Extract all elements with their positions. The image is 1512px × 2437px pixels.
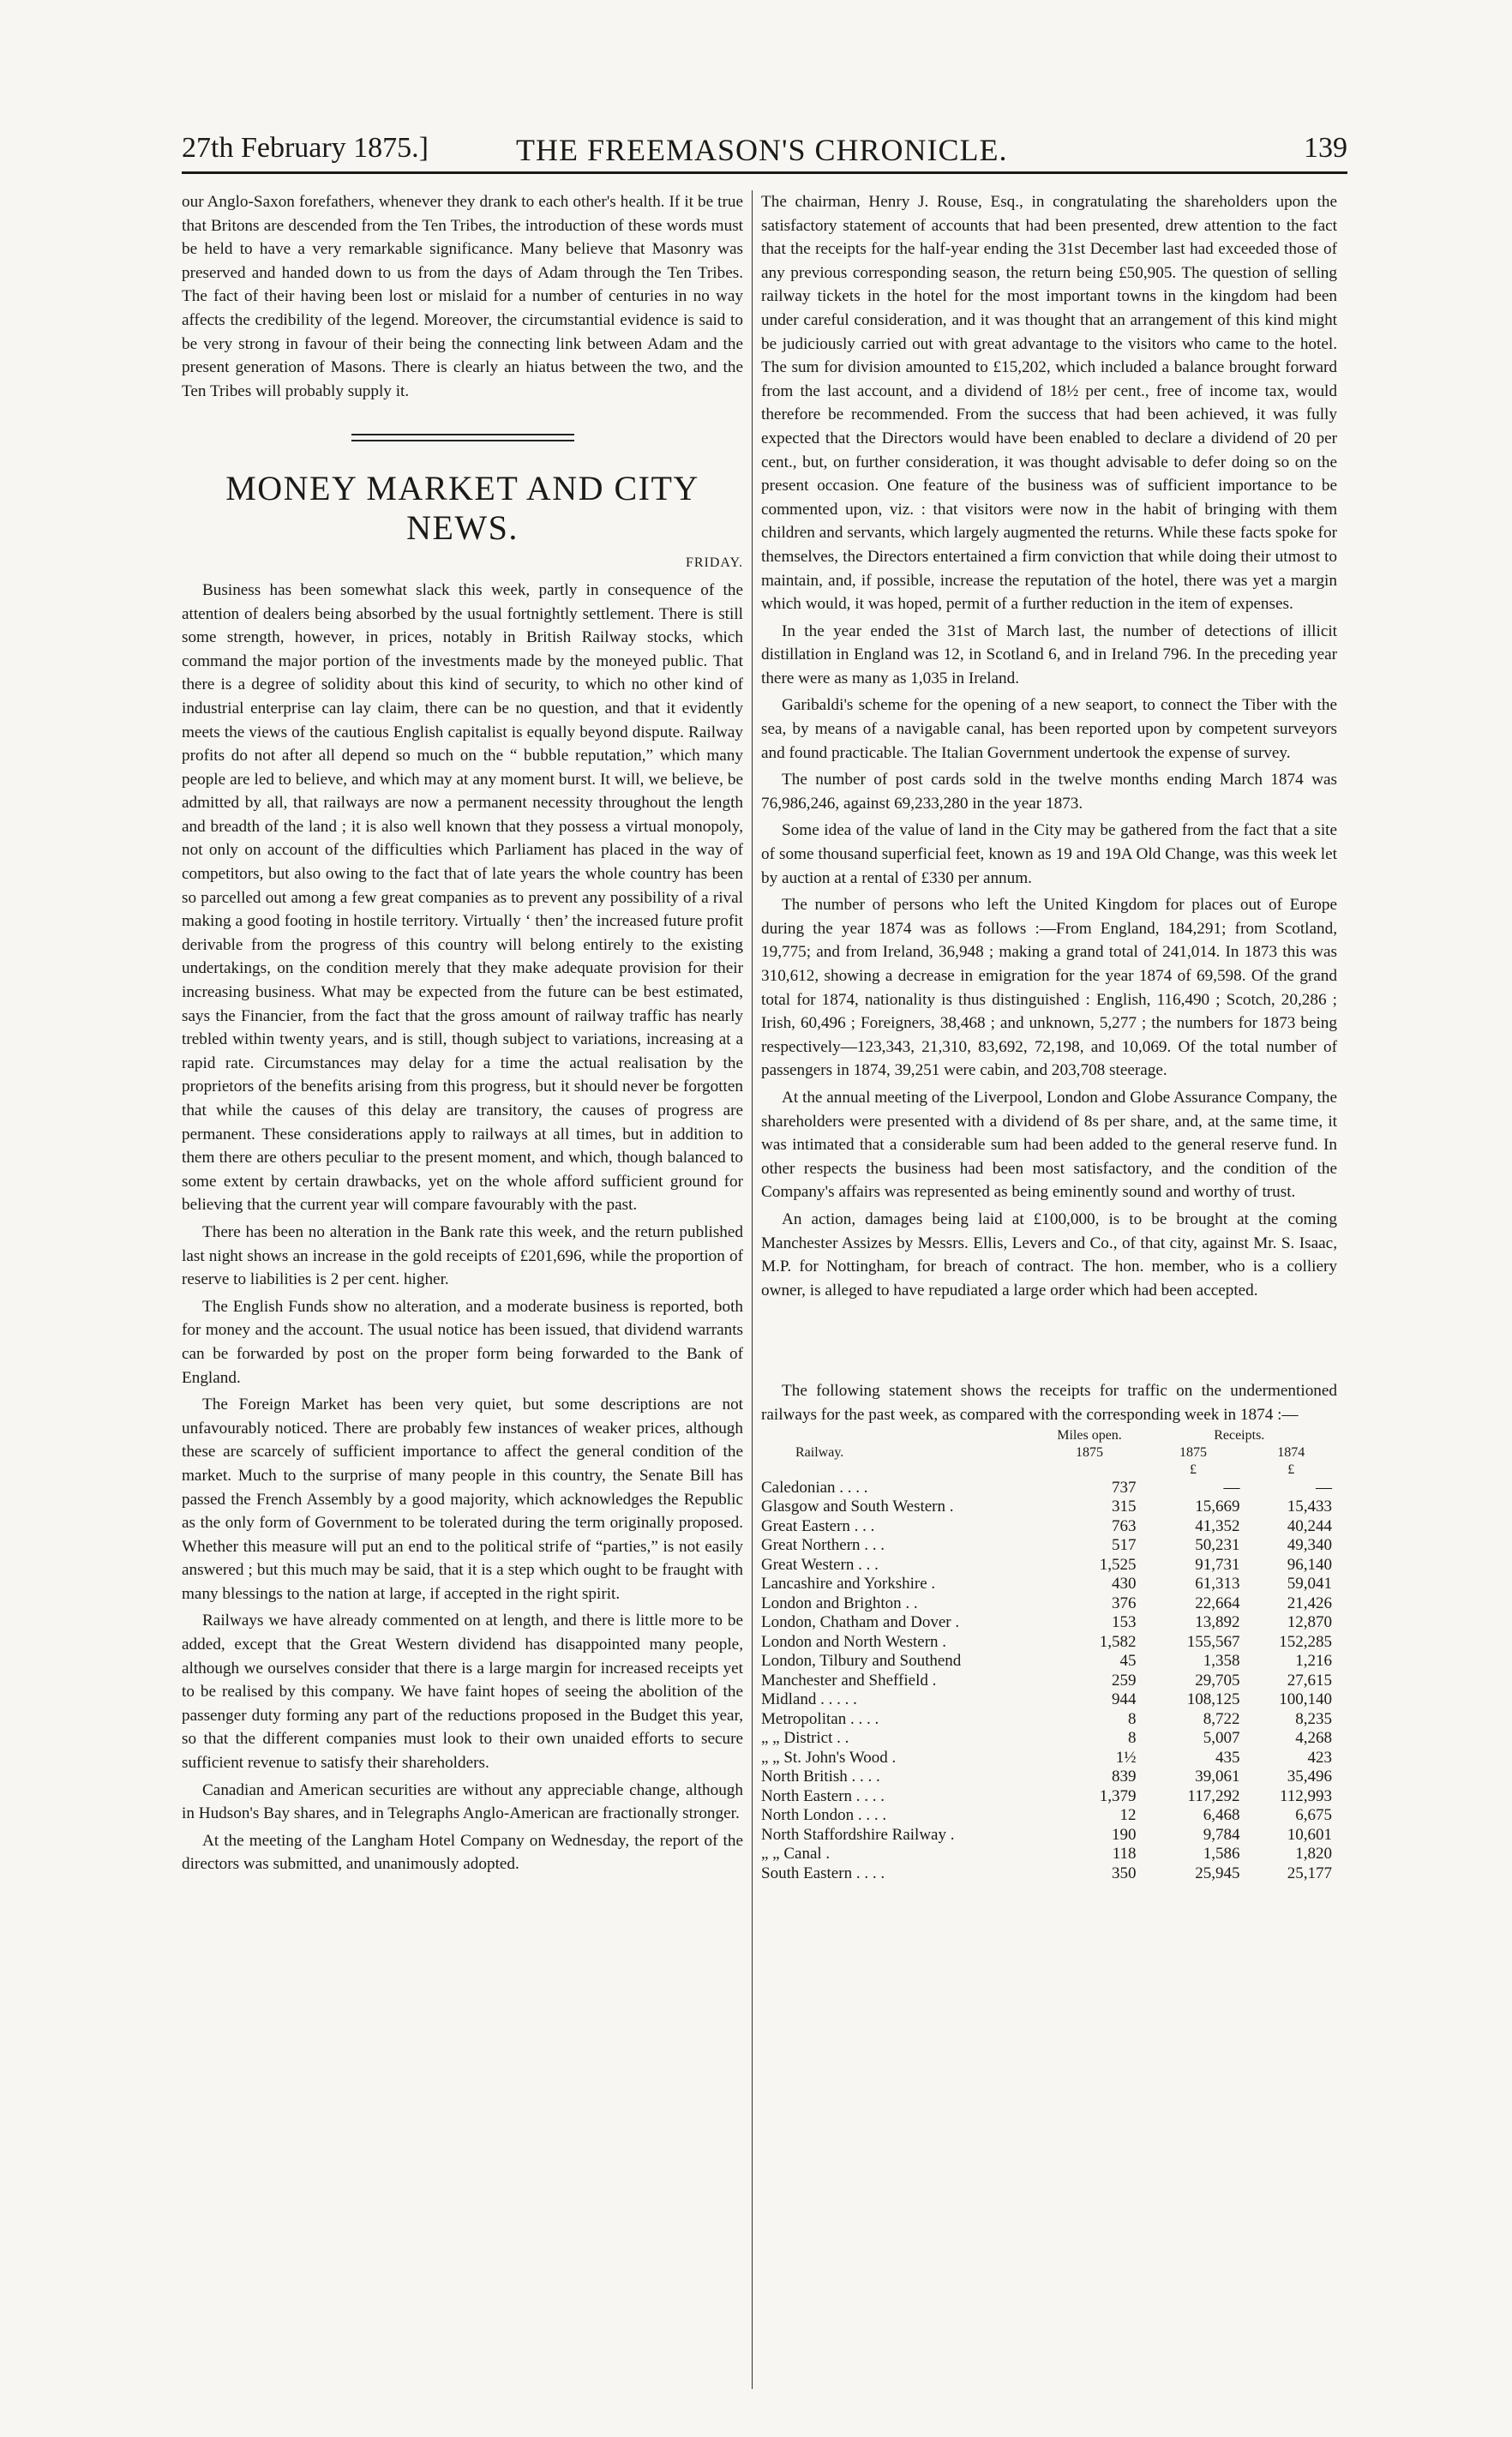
miles-open: 376 [1112,1594,1137,1612]
article-paragraph: Railways we have already commented on at length, and there is little more to be added, except that the Great Western dividend has disappointed many people, although we ourselves consider that there is a large margin for increased receipts yet to be realised by this company. We have faint hopes of seeing the abolition of the passenger duty forming any part of the reductions proposed in the Budget this year, so that the different companies must look to their own unaided efforts to secure sufficient revenue to satisfy their shareholders. [182,1612,743,1773]
railway-name: Great Western . . . [761,1555,879,1574]
railway-name: Great Northern . . . [761,1536,885,1554]
miles-open: 153 [1112,1613,1137,1631]
table-body [761,1479,1337,1884]
receipts-1874: 49,340 [1287,1536,1332,1554]
col-receipts-1874: 1874 [1277,1444,1305,1460]
receipts-1874: 423 [1307,1748,1332,1767]
miles-open: 1,525 [1099,1555,1137,1574]
miles-open: 737 [1112,1478,1137,1497]
receipts-1875: 155,567 [1186,1632,1240,1651]
header-page-number: 139 [1304,132,1347,164]
railway-name: North Staffordshire Railway . [761,1825,955,1844]
miles-open: 8 [1128,1709,1137,1728]
table-row [761,1613,1337,1633]
col-railway: Railway. [795,1444,844,1460]
railway-name: Great Eastern . . . [761,1516,875,1535]
table-row [761,1729,1337,1749]
railway-name: Manchester and Sheffield . [761,1671,937,1690]
dateline: FRIDAY. [685,555,743,571]
col-receipts-1875: 1875 [1179,1444,1207,1460]
railway-name: South Eastern . . . . [761,1864,885,1882]
miles-open: 1½ [1115,1748,1137,1767]
railway-name: Caledonian . . . . [761,1478,868,1497]
table-row [761,1749,1337,1768]
receipts-1874: 112,993 [1279,1786,1332,1805]
table-row [761,1787,1337,1807]
article-paragraph: The Foreign Market has been very quiet, but some descriptions are not unfavourably noticed. There are probably few instances of weaker prices, although these are scarcely of sufficient importance to affect the general condition of the market. Much to the surprise of many people in this country, the Senate Bill has passed the French Assembly by a good majority, which acknowledges the Republic as the only form of Government to be tolerated during the term originally proposed. Whether this measure will put an end to the political strife of “parties,” is not easily answered ; but this much may be said, that it is a step which ought to be fraught with many blessings to the nation at large, if accepted in the right spirit. [182,1396,743,1603]
table-row [761,1845,1337,1864]
table-row [761,1479,1337,1498]
miles-open: 839 [1112,1768,1137,1786]
receipts-1874: 4,268 [1295,1729,1332,1747]
miles-open: 763 [1112,1516,1137,1535]
receipts-1875: 15,669 [1195,1498,1240,1516]
railway-name: Midland . . . . . [761,1690,857,1708]
miles-open: 190 [1112,1825,1137,1844]
railway-receipts-table [761,1427,1337,1884]
receipts-1875: 25,945 [1195,1864,1240,1882]
currency-symbol: £ [1189,1462,1197,1477]
table-row [761,1575,1337,1594]
header-title: THE FREEMASON'S CHRONICLE. [516,133,1008,167]
receipts-1875: 22,664 [1195,1594,1240,1612]
receipts-1875: 50,231 [1195,1536,1240,1554]
receipts-1874: 152,285 [1279,1632,1332,1651]
table-row [761,1690,1337,1710]
receipts-1874: 15,433 [1287,1498,1332,1516]
receipts-1875: 29,705 [1195,1671,1240,1690]
right-column [761,190,1337,1883]
receipts-1875: 117,292 [1187,1786,1240,1805]
railway-name: „ „ District . . [761,1729,849,1747]
intro-paragraph: our Anglo-Saxon forefathers, whenever they drank to each other's health. If it be true that Britons are descended from the Ten Tribes, the introduction of these words must be held to have a very remarkable significance. Many believe that Masonry was preserved and handed down to us from the days of Adam through the Ten Tribes. The fact of their having been lost or mislaid for a number of centuries in no way affects the credibility of the legend. Moreover, the circumstantial evidence is said to be very strong in favour of their being the connecting link between Adam and the present generation of Masons. There is clearly an hiatus between the two, and the Ten Tribes will probably supply it. [182,193,743,400]
miles-open: 430 [1112,1575,1137,1593]
article-paragraph: Business has been somewhat slack this week, partly in consequence of the attention of dealers being absorbed by the usual fortnightly settlement. There is still some strength, however, in prices, notably in British Railway stocks, which command the major portion of the investments made by the moneyed public. That there is a degree of solidity about this kind of security, to which no other kind of industrial enterprise can lay claim, there can be no question, and that it evidently meets the views of the cautious English capitalist is equally beyond dispute. Railway profits do not after all depend so much on the “ bubble reputation,” which many people are led to believe, and which may at any moment burst. It will, we believe, be admitted by all, that railways are now a permanent necessity throughout the length and breadth of the land ; it is also well known that they possess a virtual monopoly, not only on account of the difficulties which Parliament has placed in the way of competitors, but also owing to the fact that of late years the whole country has been so parcelled out among a few great companies as to prevent any possibility of a rival making a good footing in hostile territory. Virtually ‘ then’ the increased future profit derivable from the progress of this country will belong entirely to the existing undertakings, on the condition merely that they make adequate provision for their increasing business. What may be expected from the future can be best estimated, says the Financier, from the fact that the gross amount of railway traffic has nearly trebled within twenty years, and is still, though subject to variations, increasing at a rapid rate. Circumstances may delay for a time the actual realisation by the proprietors of the benefits arising from this progress, but it should never be forgotten that while the causes of this delay are transitory, the causes of progress are permanent. These considerations apply to railways at all times, but in addition to them there are others peculiar to the present moment, and which, though balanced to some extent by certain drawbacks, yet on the whole afford sufficient ground for believing that the current year will compare favourably with the past. [182,580,743,1215]
article-paragraph: At the meeting of the Langham Hotel Company on Wednesday, the report of the directors was submitted, and unanimously adopted. [182,1831,743,1874]
spacer [761,1302,1337,1379]
col-miles: Miles open. [1057,1427,1122,1443]
col-receipts: Receipts. [1214,1427,1265,1443]
receipts-1875: 8,722 [1203,1709,1240,1728]
article-paragraph: At the annual meeting of the Liverpool, London and Globe Assurance Company, the shareholders were presented with a dividend of 8s per share, and, at the same time, it was intimated that a considerable sum had been added to the general reserve fund. In other respects the business had been most satisfactory, and the condition of the Company's affairs was represented as being eminently sound and worthy of trust. [761,1088,1337,1202]
table-row [761,1826,1337,1846]
miles-open: 45 [1119,1652,1137,1670]
article-paragraph: The English Funds show no alteration, and a moderate business is reported, both for money and the account. The usual notice has been issued, that dividend warrants can be forwarded by post on the proper form being forwarded to the Bank of England. [182,1297,743,1387]
miles-open: 944 [1112,1690,1137,1708]
miles-open: 12 [1119,1806,1137,1824]
receipts-1874: — [1316,1478,1332,1497]
receipts-1874: 96,140 [1287,1555,1332,1574]
table-row [761,1556,1337,1576]
receipts-1875: — [1223,1478,1240,1497]
miles-open: 118 [1112,1845,1137,1863]
receipts-1875: 39,061 [1195,1768,1240,1786]
article-paragraph: An action, damages being laid at £100,000, is to be brought at the coming Manchester Assizes by Messrs. Ellis, Levers and Co., of that city, against Mr. S. Isaac, M.P. for Nottingham, for breach of contract. The hon. member, who is a colliery owner, is alleged to have repudiated a large order which had been accepted. [761,1209,1337,1300]
receipts-1874: 1,216 [1295,1652,1332,1670]
miles-open: 1,379 [1099,1786,1137,1805]
receipts-1875: 41,352 [1195,1516,1240,1535]
article-paragraph: There has been no alteration in the Bank rate this week, and the return published last night shows an increase in the gold receipts of £201,696, while the proportion of reserve to liabilities is 2 per cent. higher. [182,1222,743,1289]
receipts-1874: 27,615 [1287,1671,1332,1690]
receipts-1874: 25,177 [1287,1864,1332,1882]
railway-name: North London . . . . [761,1806,887,1824]
table-header-row [761,1427,1337,1444]
header-date: 27th February 1875.] [182,132,429,164]
article-paragraph: Some idea of the value of land in the City may be gathered from the fact that a site of some thousand superficial feet, known as 19 and 19A Old Change, was this week let by auction at a rental of £330 per annum. [761,821,1337,887]
article-paragraph: The number of persons who left the United Kingdom for places out of Europe during the year 1874 was as follows :—From England, 184,291; from Scotland, 19,775; and from Ireland, 36,948 ; making a grand total of 241,014. In 1873 this was 310,612, showing a decrease in emigration for the year 1874 of 69,598. Of the grand total for 1874, nationality is thus distinguished : English, 116,490 ; Scotch, 20,286 ; Irish, 60,496 ; Foreigners, 38,468 ; and unknown, 5,277 ; the numbers for 1873 being respectively—123,343, 21,310, 83,692, 72,198, and 10,069. Of the total number of passengers in 1874, 39,251 were cabin, and 203,708 steerage. [761,896,1337,1080]
receipts-1875: 61,313 [1195,1575,1240,1593]
railway-name: London, Chatham and Dover . [761,1613,960,1631]
receipts-1875: 435 [1215,1748,1240,1767]
table-row [761,1672,1337,1691]
receipts-1874: 12,870 [1287,1613,1332,1631]
miles-open: 1,582 [1099,1632,1137,1651]
miles-open: 517 [1112,1536,1137,1554]
article-paragraph: Canadian and American securities are without any appreciable change, although in Hudson's Bay shares, and in Telegraphs Anglo-American are fractionally stronger. [182,1780,743,1823]
table-row [761,1864,1337,1884]
receipts-1874: 21,426 [1287,1594,1332,1612]
miles-open: 8 [1128,1729,1137,1747]
article-paragraph: In the year ended the 31st of March last, the number of detections of illicit distillation in England was 12, in Scotland 6, and in Ireland 796. In the preceding year there were as many as 1,035 in Ireland. [761,621,1337,687]
receipts-1874: 6,675 [1295,1806,1332,1824]
railway-name: North British . . . . [761,1768,880,1786]
table-row [761,1652,1337,1672]
receipts-1875: 1,586 [1203,1845,1240,1863]
section-rule [351,434,574,441]
miles-open: 259 [1112,1671,1137,1690]
railway-name: London and Brighton . . [761,1594,918,1612]
article-paragraph: The number of post cards sold in the twelve months ending March 1874 was 76,986,246, against 69,233,280 in the year 1873. [761,771,1337,813]
receipts-1875: 108,125 [1186,1690,1240,1708]
receipts-1875: 9,784 [1203,1825,1240,1844]
page-header [182,129,1347,174]
receipts-1875: 6,468 [1203,1806,1240,1824]
table-row [761,1806,1337,1826]
currency-row [761,1462,1337,1479]
railway-name: London and North Western . [761,1632,947,1651]
receipts-1875: 1,358 [1203,1652,1240,1670]
col-miles-year: 1875 [1076,1444,1104,1460]
receipts-1874: 1,820 [1295,1845,1332,1863]
left-column [182,190,743,1876]
table-intro: The following statement shows the receipts for traffic on the undermentioned railways for the past week, as compared with the corresponding week in 1874 :— [761,1382,1337,1424]
table-row [761,1633,1337,1653]
receipts-1874: 10,601 [1287,1825,1332,1844]
article-paragraph: The chairman, Henry J. Rouse, Esq., in congratulating the shareholders upon the satisfactory statement of accounts that had been presented, drew attention to the fact that the receipts for the half-year ending the 31st December last had exceeded those of any previous corresponding season, the return being £50,905. The question of selling railway tickets in the hotel for the most important towns in the kingdom had been under careful consideration, and it was thought that an arrangement of this kind might be judiciously carried out with great advantage to the visitors who came to the hotel. The sum for division amounted to £15,202, which included a balance brought forward from the last account, and a dividend of 18½ per cent., free of income tax, would therefore be recommended. From the success that had been achieved, it was fully expected that the Directors would have been enabled to declare a dividend of 20 per cent., but, on further consideration, it was thought advisable to defer doing so on the present occasion. One feature of the business was of sufficient importance to be commented upon, viz. : that visitors were now in the habit of bringing with them children and servants, which largely augmented the returns. While these facts spoke for themselves, the Directors entertained a firm conviction that while doing their utmost to maintain, and, if possible, increase the reputation of the hotel, there was yet a margin which would, it was hoped, permit of a further reduction in the item of expenses. [761,193,1337,614]
article-paragraph: Garibaldi's scheme for the opening of a new seaport, to connect the Tiber with the sea, by means of a navigable canal, has been reported upon by competent surveyors and found practicable. The Italian Government undertook the expense of survey. [761,696,1337,762]
section-title: MONEY MARKET AND CITY NEWS. [225,469,699,548]
railway-name: London, Tilbury and Southend [761,1652,962,1670]
railway-name: North Eastern . . . . [761,1786,885,1805]
receipts-1875: 91,731 [1195,1555,1240,1574]
table-row [761,1498,1337,1517]
receipts-1874: 100,140 [1279,1690,1332,1708]
table-row [761,1536,1337,1556]
railway-name: „ „ Canal . [761,1845,831,1863]
railway-name: Lancashire and Yorkshire . [761,1575,936,1593]
railway-name: Glasgow and South Western . [761,1498,954,1516]
table-row [761,1710,1337,1730]
column-divider [752,190,753,2389]
receipts-1874: 35,496 [1287,1768,1332,1786]
table-row [761,1517,1337,1537]
receipts-1874: 8,235 [1295,1709,1332,1728]
receipts-1874: 59,041 [1287,1575,1332,1593]
receipts-1875: 5,007 [1203,1729,1240,1747]
railway-name: Metropolitan . . . . [761,1709,879,1728]
table-row [761,1594,1337,1614]
table-row [761,1768,1337,1787]
receipts-1874: 40,244 [1287,1516,1332,1535]
railway-name: „ „ St. John's Wood . [761,1748,897,1767]
currency-symbol: £ [1287,1462,1295,1477]
receipts-1875: 13,892 [1195,1613,1240,1631]
miles-open: 315 [1112,1498,1137,1516]
miles-open: 350 [1112,1864,1137,1882]
